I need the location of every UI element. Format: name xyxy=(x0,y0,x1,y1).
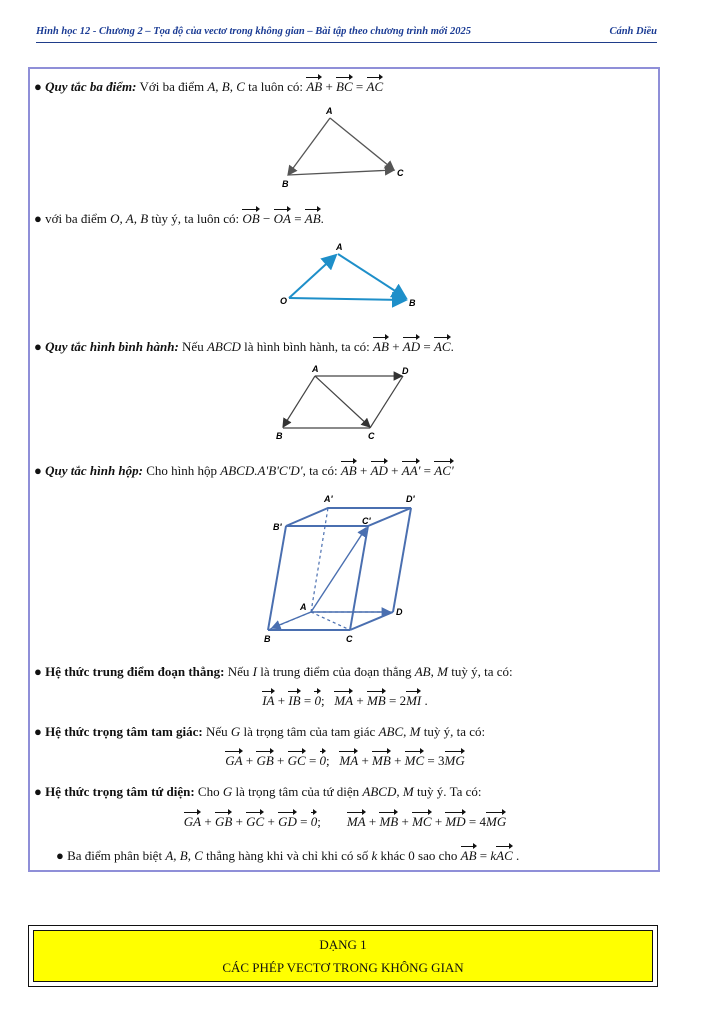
svg-text:B: B xyxy=(409,298,416,308)
rule-midpoint: ● Hệ thức trung điểm đoạn thẳng: Nếu I là trung điểm của đoạn thẳng AB, M tuỳ ý, ta có: xyxy=(34,664,513,679)
rule-three-points: ● Quy tắc ba điểm: Với ba điểm A, B, C ta luôn có: AB + BC = AC xyxy=(34,76,383,95)
svg-text:C': C' xyxy=(362,516,371,526)
rule-triangle-centroid: ● Hệ thức trọng tâm tam giác: Nếu G là trọng tâm của tam giác ABC, M tuỳ ý, ta có: xyxy=(34,724,486,739)
section-title: DẠNG 1 xyxy=(319,937,367,952)
parallelogram-figure xyxy=(270,362,420,447)
page-header xyxy=(36,26,657,43)
svg-text:D': D' xyxy=(406,494,415,504)
tetrahedron-centroid-formula: GA + GB + GC + GD = 0; MA + MB + MC + MD = 4MG xyxy=(0,811,690,830)
svg-text:B': B' xyxy=(273,522,282,532)
triangle-abc-figure xyxy=(270,100,410,195)
svg-text:C: C xyxy=(368,431,375,441)
svg-text:D: D xyxy=(396,607,403,617)
svg-text:B: B xyxy=(276,431,283,441)
svg-text:C: C xyxy=(397,168,404,178)
rule-parallelepiped: ● Quy tắc hình hộp: Cho hình hộp ABCD.A'B'C'D', ta có: AB + AD + AA' = AC' xyxy=(34,460,454,479)
svg-text:A: A xyxy=(300,602,307,612)
svg-text:B: B xyxy=(282,179,289,189)
svg-text:A: A xyxy=(326,106,333,116)
triangle-centroid-formula: GA + GB + GC = 0; MA + MB + MC = 3MG xyxy=(0,750,690,769)
midpoint-formula: IA + IB = 0; MA + MB = 2MI . xyxy=(0,690,690,709)
section-heading-box xyxy=(28,925,658,987)
svg-text:B: B xyxy=(264,634,271,644)
svg-text:O: O xyxy=(280,296,288,306)
rule-subtraction: ● với ba điểm O, A, B tùy ý, ta luôn có: OB − OA = AB. xyxy=(34,208,324,227)
section-subtitle: CÁC PHÉP VECTƠ TRONG KHÔNG GIAN xyxy=(222,960,464,975)
header-title: Hình học 12 - Chương 2 – Tọa độ của vectơ trong không gian – Bài tập theo chương trình mới 2025 xyxy=(36,26,472,37)
header-publisher: Cánh Diều xyxy=(609,26,657,37)
triangle-oab-figure xyxy=(280,240,420,315)
rule-tetrahedron-centroid: ● Hệ thức trọng tâm tứ diện: Cho G là trọng tâm của tứ diện ABCD, M tuỳ ý. Ta có: xyxy=(34,784,482,799)
svg-text:A': A' xyxy=(324,494,333,504)
svg-text:A: A xyxy=(312,364,319,374)
svg-text:D: D xyxy=(402,366,409,376)
svg-text:A: A xyxy=(336,242,343,252)
rule-parallelogram: ● Quy tắc hình bình hành: Nếu ABCD là hình bình hành, ta có: AB + AD = AC. xyxy=(34,336,454,355)
rule-collinear: ● Ba điểm phân biệt A, B, C thẳng hàng khi và chỉ khi có số k khác 0 sao cho AB = kAC . xyxy=(56,845,519,864)
parallelepiped-figure xyxy=(258,490,428,650)
svg-text:C: C xyxy=(346,634,353,644)
